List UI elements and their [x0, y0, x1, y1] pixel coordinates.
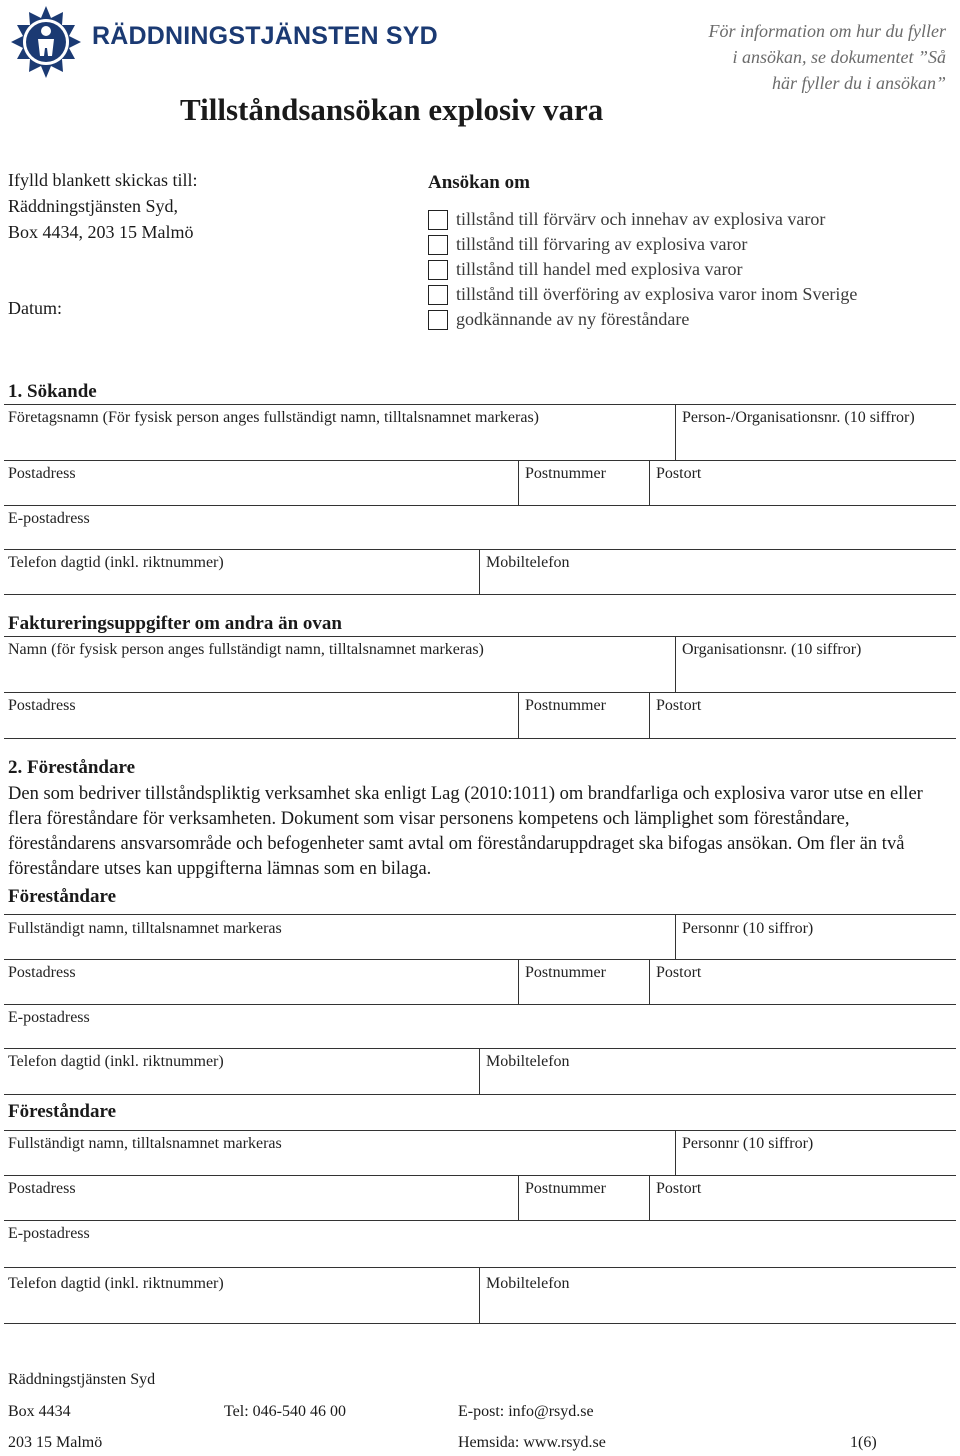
date-label: Datum:: [8, 298, 62, 318]
manager-2-phone-field[interactable]: Telefon dagtid (inkl. riktnummer): [8, 1275, 224, 1292]
checkbox-forvarv[interactable]: [428, 210, 448, 230]
manager-2-personnr-field[interactable]: Personnr (10 siffror): [682, 1135, 814, 1152]
billing-heading: Faktureringsuppgifter om andra än ovan: [8, 613, 342, 634]
page-title: Tillståndsansökan explosiv vara: [180, 92, 604, 127]
manager-1-mobile-field[interactable]: Mobiltelefon: [486, 1053, 570, 1070]
section-1-heading: 1. Sökande: [8, 381, 97, 402]
divider: [479, 1048, 480, 1094]
page-number: 1(6): [850, 1434, 877, 1451]
divider: [675, 914, 676, 959]
option-row: [428, 282, 857, 307]
divider: [4, 594, 956, 595]
divider: [4, 1004, 956, 1005]
section-2-description: Den som bedriver tillståndspliktig verksamhet ska enligt Lag (2010:1011) om brandfarliga och explosiva varor utse en eller flera föreståndare för verksamheten. Dokument som visar personens kompetens och lämplighet som föreståndare, föreståndarens ansvarsområde och befogenheter samt avtal om föreståndaruppdraget ska bifogas ansökan. Om fler än två föreståndare utses kan uppgifterna lämnas som en bilaga.: [8, 784, 923, 879]
phone-field[interactable]: Telefon dagtid (inkl. riktnummer): [8, 554, 224, 571]
divider: [4, 959, 956, 960]
footer-box: Box 4434: [8, 1403, 71, 1420]
manager-1-name-field[interactable]: Fullständigt namn, tilltalsnamnet markeras: [8, 920, 282, 937]
divider: [518, 959, 519, 1004]
divider: [675, 404, 676, 460]
checkbox-forvaring[interactable]: [428, 235, 448, 255]
info-note: För information om hur du fyller i ansökan, se dokumentet ”Så här fyller du i ansökan”: [708, 21, 946, 93]
option-row: [428, 307, 857, 332]
footer-email[interactable]: E-post: info@rsyd.se: [458, 1403, 594, 1420]
checkbox-overforing[interactable]: [428, 285, 448, 305]
manager-2-postnummer-field[interactable]: Postnummer: [525, 1180, 606, 1197]
postnummer-field[interactable]: Postnummer: [525, 465, 606, 482]
option-label: tillstånd till handel med explosiva varor: [456, 259, 743, 279]
option-label: tillstånd till förvärv och innehav av explosiva varor: [456, 209, 826, 229]
manager-1-postnummer-field[interactable]: Postnummer: [525, 964, 606, 981]
send-to-line: Box 4434, 203 15 Malmö: [8, 222, 194, 242]
billing-postadress-field[interactable]: Postadress: [8, 697, 76, 714]
divider: [4, 1048, 956, 1049]
manager-1-phone-field[interactable]: Telefon dagtid (inkl. riktnummer): [8, 1053, 224, 1070]
divider: [4, 1130, 956, 1131]
org-name: RÄDDNINGSTJÄNSTEN SYD: [92, 22, 438, 50]
divider: [4, 636, 956, 637]
billing-postort-field[interactable]: Postort: [656, 697, 702, 714]
divider: [4, 738, 956, 739]
manager-2-postadress-field[interactable]: Postadress: [8, 1180, 76, 1197]
option-label: godkännande av ny föreståndare: [456, 309, 690, 329]
rsyd-emblem-icon: [8, 4, 84, 80]
email-field[interactable]: E-postadress: [8, 510, 90, 527]
orgnr-field[interactable]: Person-/Organisationsnr. (10 siffror): [682, 409, 915, 426]
checkbox-ny-forestandare[interactable]: [428, 310, 448, 330]
footer-phone: Tel: 046-540 46 00: [224, 1403, 346, 1420]
manager-2-heading: Föreståndare: [8, 1101, 117, 1122]
divider: [479, 549, 480, 594]
divider: [675, 1130, 676, 1175]
postort-field[interactable]: Postort: [656, 465, 702, 482]
manager-1-personnr-field[interactable]: Personnr (10 siffror): [682, 920, 814, 937]
billing-postnummer-field[interactable]: Postnummer: [525, 697, 606, 714]
divider: [4, 505, 956, 506]
billing-orgnr-field[interactable]: Organisationsnr. (10 siffror): [682, 641, 862, 658]
divider: [518, 460, 519, 505]
manager-1-postadress-field[interactable]: Postadress: [8, 964, 76, 981]
send-to-line: Ifylld blankett skickas till:: [8, 170, 198, 190]
divider: [4, 1175, 956, 1176]
manager-2-name-field[interactable]: Fullständigt namn, tilltalsnamnet markeras: [8, 1135, 282, 1152]
manager-1-email-field[interactable]: E-postadress: [8, 1009, 90, 1026]
divider: [4, 1323, 956, 1324]
divider: [675, 636, 676, 692]
footer-org: Räddningstjänsten Syd: [8, 1371, 156, 1388]
footer-website[interactable]: Hemsida: www.rsyd.se: [458, 1434, 606, 1451]
application-options: [428, 207, 857, 332]
company-name-field[interactable]: Företagsnamn (För fysisk person anges fullständigt namn, tilltalsnamnet markeras): [8, 409, 539, 426]
option-row: [428, 232, 857, 257]
postadress-field[interactable]: Postadress: [8, 465, 76, 482]
option-label: tillstånd till överföring av explosiva varor inom Sverige: [456, 284, 858, 304]
section-2-heading: 2. Föreståndare: [8, 757, 136, 778]
manager-2-mobile-field[interactable]: Mobiltelefon: [486, 1275, 570, 1292]
divider: [4, 1094, 956, 1095]
option-row: [428, 207, 857, 232]
divider: [649, 959, 650, 1004]
divider: [649, 1175, 650, 1220]
application-heading: Ansökan om: [428, 172, 530, 193]
manager-2-email-field[interactable]: E-postadress: [8, 1225, 90, 1242]
manager-1-postort-field[interactable]: Postort: [656, 964, 702, 981]
manager-1-heading: Föreståndare: [8, 886, 117, 907]
footer-city: 203 15 Malmö: [8, 1434, 103, 1451]
divider: [479, 1267, 480, 1323]
divider: [4, 914, 956, 915]
divider: [518, 692, 519, 738]
manager-2-postort-field[interactable]: Postort: [656, 1180, 702, 1197]
divider: [4, 460, 956, 461]
billing-name-field[interactable]: Namn (för fysisk person anges fullständigt namn, tilltalsnamnet markeras): [8, 641, 484, 658]
divider: [4, 404, 956, 405]
send-to-address: [8, 167, 338, 245]
logo: [8, 4, 84, 80]
divider: [4, 692, 956, 693]
divider: [649, 460, 650, 505]
mobile-field[interactable]: Mobiltelefon: [486, 554, 570, 571]
divider: [4, 1220, 956, 1221]
option-row: [428, 257, 857, 282]
send-to-line: Räddningstjänsten Syd,: [8, 196, 178, 216]
divider: [649, 692, 650, 738]
divider: [4, 1267, 956, 1268]
divider: [518, 1175, 519, 1220]
checkbox-handel[interactable]: [428, 260, 448, 280]
divider: [4, 549, 956, 550]
option-label: tillstånd till förvaring av explosiva varor: [456, 234, 748, 254]
